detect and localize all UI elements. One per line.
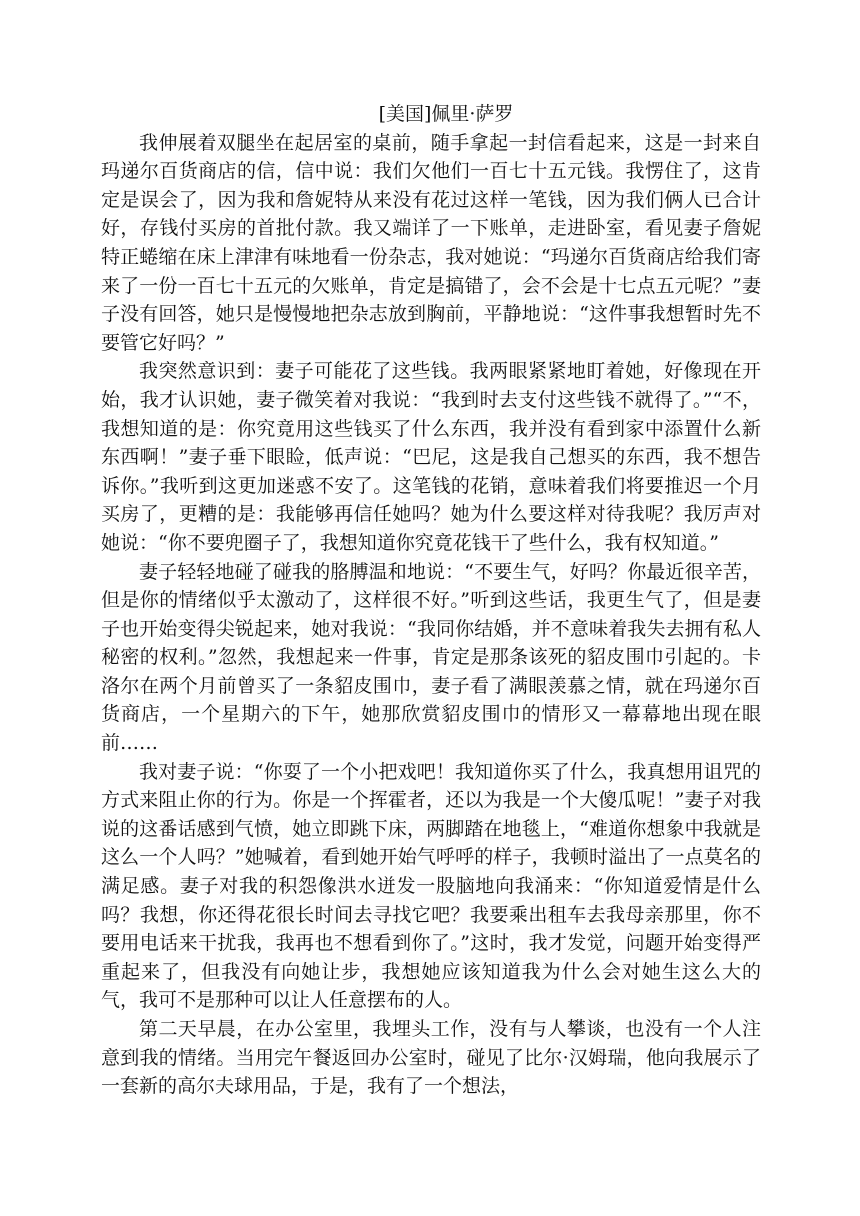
paragraph-4: 我对妻子说：“你耍了一个小把戏吧！我知道你买了什么，我真想用诅咒的方式来阻止你的行为。你是一个挥霍者，还以为我是一个大傻瓜呢！”妻子对我说的这番话感到气愤，她立即跳下床，两脚踏在地毯上，“难道你想象中我就是这么一个人吗？”她喊着，看到她开始气呼呼的样子，我顿时溢出了一点莫名的满足感。妻子对我的积怨像洪水迸发一股脑地向我涌来：“你知道爱情是什么吗？我想，你还得花很长时间去寻找它吧？我要乘出租车去我母亲那里，你不要用电话来干扰我，我再也不想看到你了。”这时，我才发觉，问题开始变得严重起来了，但我没有向她让步，我想她应该知道我为什么会对她生这么大的气，我可不是那种可以让人任意摆布的人。	[101, 760, 761, 1012]
document-page	[101, 100, 761, 1101]
paragraph-1: 我伸展着双腿坐在起居室的桌前，随手拿起一封信看起来，这是一封来自玛递尔百货商店的信，信中说：我们欠他们一百七十五元钱。我愣住了，这肯定是误会了，因为我和詹妮特从来没有花过这样一笔钱，因为我们俩人已合计好，存钱付买房的首批付款。我又端详了一下账单，走进卧室，看见妻子詹妮特正蜷缩在床上津津有味地看一份杂志，我对她说：“玛递尔百货商店给我们寄来了一份一百七十五元的欠账单，肯定是搞错了，会不会是十七点五元呢？”妻子没有回答，她只是慢慢地把杂志放到胸前，平静地说：“这件事我想暂时先不要管它好吗？”	[101, 131, 761, 354]
author-line: [美国]佩里·萨罗	[378, 103, 514, 125]
paragraph-2: 我突然意识到：妻子可能花了这些钱。我两眼紧紧地盯着她，好像现在开始，我才认识她，妻子微笑着对我说：“我到时去支付这些钱不就得了。”“不，我想知道的是：你究竟用这些钱买了什么东西，我并没有看到家中添置什么新东西啊！”妻子垂下眼睑，低声说：“巴尼，这是我自己想买的东西，我不想告诉你。”我听到这更加迷惑不安了。这笔钱的花销，意味着我们将要推迟一个月买房了，更糟的是：我能够再信任她吗？她为什么要这样对待我呢？我厉声对她说：“你不要兜圈子了，我想知道你究竟花钱干了些什么，我有权知道。”	[101, 360, 761, 554]
paragraph-5: 第二天早晨，在办公室里，我埋头工作，没有与人攀谈，也没有一个人注意到我的情绪。当用完午餐返回办公室时，碰见了比尔·汉姆瑞，他向我展示了一套新的高尔夫球用品，于是，我有了一个想法，	[101, 1018, 761, 1098]
paragraph-3: 妻子轻轻地碰了碰我的胳膊温和地说：“不要生气，好吗？你最近很辛苦，但是你的情绪似乎太激动了，这样很不好。”听到这些话，我更生气了，但是妻子也开始变得尖锐起来，她对我说：“我同你结婚，并不意味着我失去拥有私人秘密的权利。”忽然，我想起来一件事，肯定是那条该死的貂皮围巾引起的。卡洛尔在两个月前曾买了一条貂皮围巾，妻子看了满眼羡慕之情，就在玛递尔百货商店，一个星期六的下午，她那欣赏貂皮围巾的情形又一幕幕地出现在眼前……	[101, 560, 761, 755]
